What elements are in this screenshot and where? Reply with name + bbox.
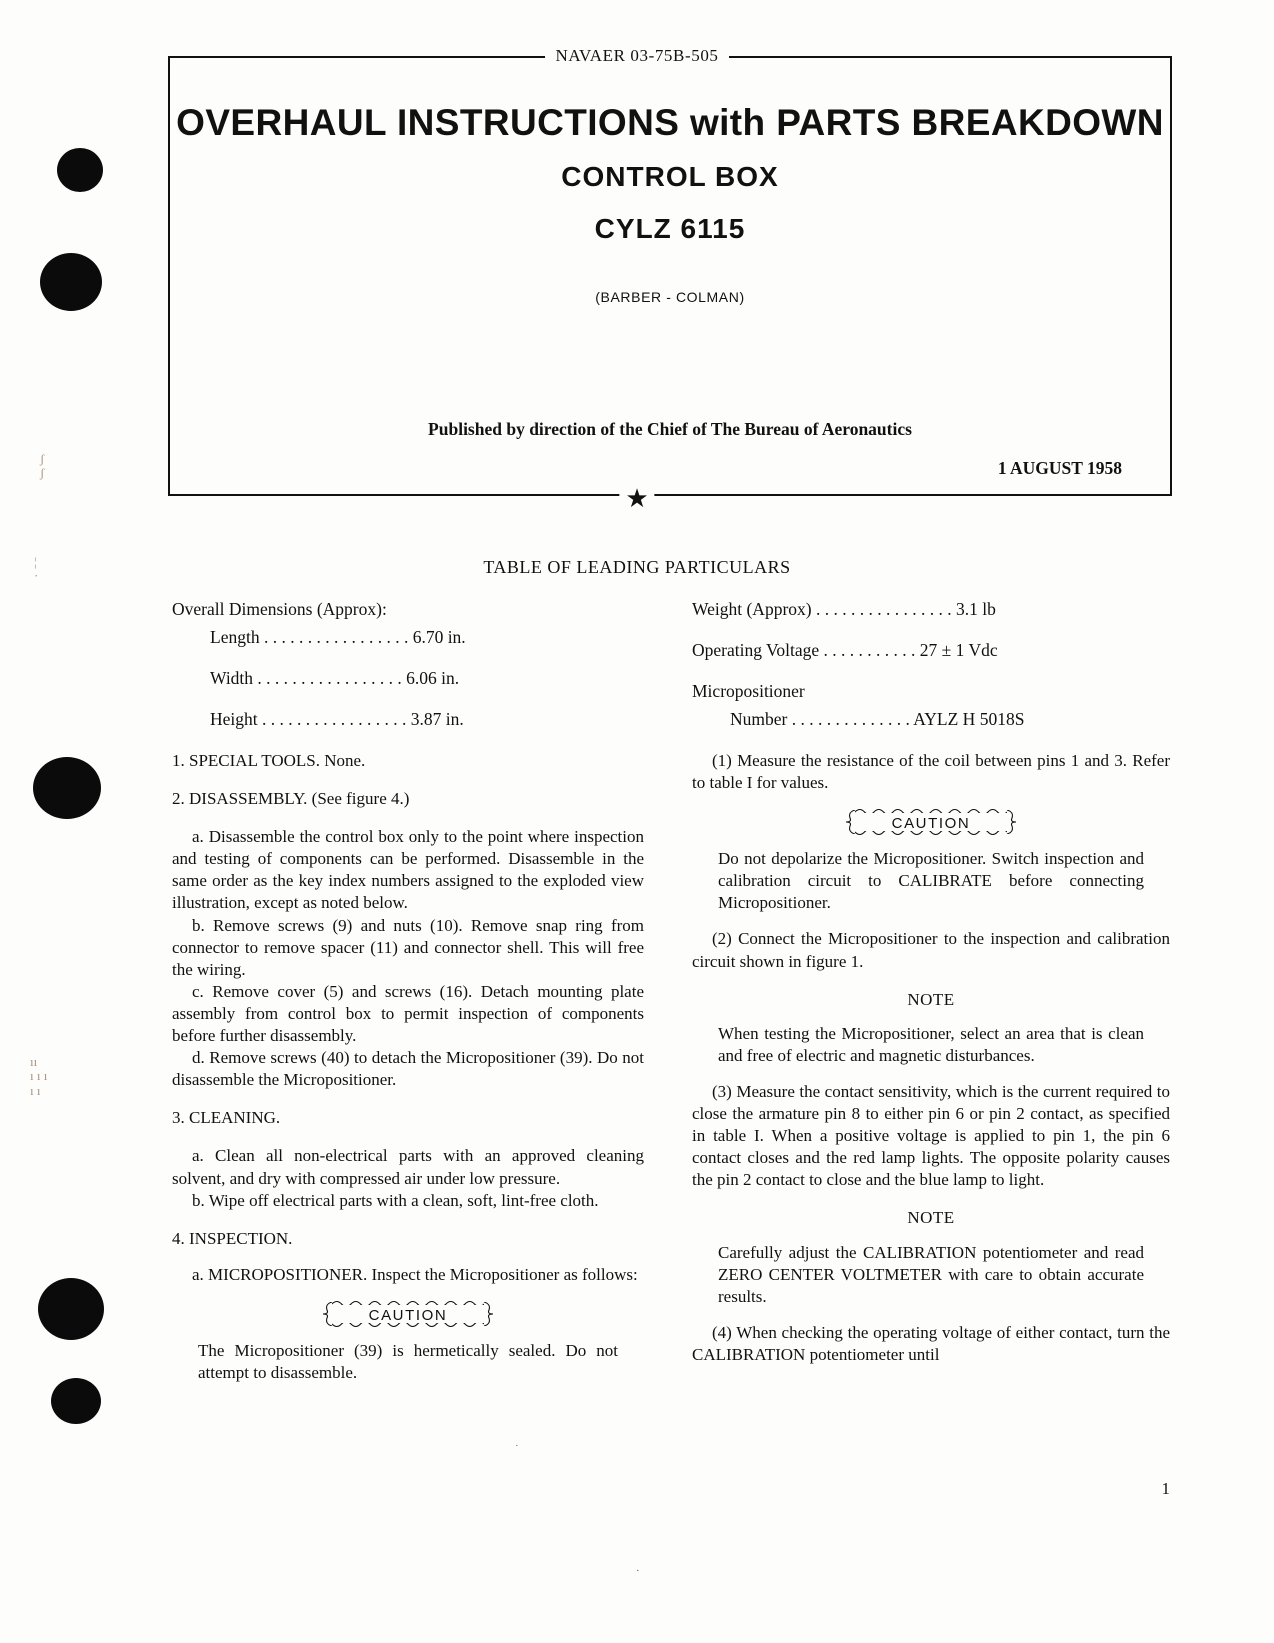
page-subtitle-product: CONTROL BOX <box>561 161 779 192</box>
lp-row: Operating Voltage . . . . . . . . . . . 27 ± 1 Vdc <box>692 640 998 660</box>
note-1-text: When testing the Micropositioner, select an area that is clean and free of electric and magnetic disturbances. <box>718 1023 1144 1065</box>
caution-text-left: The Micropositioner (39) is hermetically sealed. Do not attempt to disassemble. <box>198 1340 618 1382</box>
star-divider-icon: ★ <box>619 486 654 512</box>
lp-row: Overall Dimensions (Approx): <box>172 599 387 619</box>
section-4-para-a: a. MICROPOSITIONER. Inspect the Micropositioner as follows: <box>192 1264 638 1284</box>
margin-smudge-low: ıı ı ı ı ı ı <box>30 1054 48 1098</box>
right-para-2: (2) Connect the Micropositioner to the inspection and calibration circuit shown in figure 1. <box>692 929 1170 971</box>
caution-label: CAUTION <box>368 1306 448 1324</box>
note-2-label: NOTE <box>907 1208 955 1228</box>
margin-smudge-mid: ¦ · <box>34 554 39 584</box>
lp-row: Number . . . . . . . . . . . . . . AYLZ H 5018S <box>730 709 1025 729</box>
leading-particulars-left <box>172 595 652 733</box>
caution-wave-top-icon <box>332 1299 484 1305</box>
margin-smudge-top: ʃ ʃ <box>40 451 45 481</box>
leading-particulars-right <box>692 595 1172 733</box>
body-column-left <box>172 750 644 1384</box>
binder-mark-4 <box>38 1278 104 1340</box>
caution-text-right: Do not depolarize the Micropositioner. Switch inspection and calibration circuit to CALIBRATE before connecting Micropositioner. <box>718 849 1144 913</box>
section-2-para-b: b. Remove screws (9) and nuts (10). Remove snap ring from connector to remove spacer (11) and connector shell. This will free the wiring. <box>172 915 644 979</box>
binder-mark-5 <box>51 1378 101 1424</box>
section-2-para-c: c. Remove cover (5) and screws (16). Detach mounting plate assembly from control box to permit inspection of components before further disassembly. <box>172 981 644 1046</box>
right-para-4: (4) When checking the operating voltage of either contact, turn the CALIBRATION potentiometer until <box>692 1322 1170 1364</box>
leading-particulars-heading: TABLE OF LEADING PARTICULARS <box>483 557 791 577</box>
caution-label: CAUTION <box>891 815 971 833</box>
page-speck-2: · <box>636 1565 640 1577</box>
note-2-text: Carefully adjust the CALIBRATION potentiometer and read ZERO CENTER VOLTMETER with care to obtain accurate results. <box>718 1242 1144 1306</box>
right-para-1: (1) Measure the resistance of the coil between pins 1 and 3. Refer to table I for values. <box>692 751 1170 793</box>
page-number: 1 <box>1161 1479 1170 1498</box>
page-speck-1: · <box>515 1440 519 1452</box>
lp-row: Length . . . . . . . . . . . . . . . . . 6.70 in. <box>210 627 466 647</box>
section-4-heading: 4. INSPECTION. <box>172 1228 293 1248</box>
lp-row: Height . . . . . . . . . . . . . . . . . 3.87 in. <box>210 709 464 729</box>
section-2-para-d: d. Remove screws (40) to detach the Micropositioner (39). Do not disassemble the Micropositioner. <box>172 1048 644 1090</box>
section-2-heading: 2. DISASSEMBLY. (See figure 4.) <box>172 789 410 809</box>
section-3-heading: 3. CLEANING. <box>172 1108 281 1128</box>
lp-row: Weight (Approx) . . . . . . . . . . . . . . . . 3.1 lb <box>692 599 996 619</box>
manufacturer-label: (BARBER - COLMAN) <box>595 289 745 305</box>
published-by-line: Published by direction of the Chief of The Bureau of Aeronautics <box>428 419 912 439</box>
section-1-heading: 1. SPECIAL TOOLS. None. <box>172 751 366 770</box>
document-number-text: NAVAER 03-75B-505 <box>545 46 728 65</box>
section-2-para-a: a. Disassemble the control box only to the point where inspection and testing of components can be performed. Disassemble in the same order as the key index numbers assigned to the exploded view illustration, except as noted below. <box>172 827 644 913</box>
caution-box-left <box>322 1299 494 1329</box>
caution-wave-top-icon <box>855 807 1007 813</box>
body-column-right <box>692 750 1170 1366</box>
binder-mark-2 <box>40 253 102 311</box>
section-3-para-a: a. Clean all non-electrical parts with an approved cleaning solvent, and dry with compressed air under low pressure. <box>172 1146 644 1188</box>
document-number <box>0 46 1274 66</box>
section-3-para-b: b. Wipe off electrical parts with a clean, soft, lint-free cloth. <box>192 1190 599 1210</box>
caution-box-right <box>845 807 1017 837</box>
lp-row: Width . . . . . . . . . . . . . . . . . 6.06 in. <box>210 668 460 688</box>
note-1-label: NOTE <box>907 989 955 1009</box>
title-block <box>168 56 1172 496</box>
binder-mark-3 <box>33 757 101 819</box>
binder-mark-1 <box>57 148 103 192</box>
publication-date: 1 AUGUST 1958 <box>997 458 1122 478</box>
lp-row: Micropositioner <box>692 681 805 701</box>
page-subtitle-model: CYLZ 6115 <box>594 213 746 244</box>
page-title: OVERHAUL INSTRUCTIONS with PARTS BREAKDOWN <box>176 102 1164 143</box>
right-para-3: (3) Measure the contact sensitivity, which is the current required to close the armature pin 8 to either pin 6 or pin 2 contact, as specified in table I. When a positive voltage is applied to pin 1, the pin 6 contact closes and the red lamp lights. The opposite polarity causes the pin 2 contact to close and the blue lamp to light. <box>692 1081 1170 1190</box>
